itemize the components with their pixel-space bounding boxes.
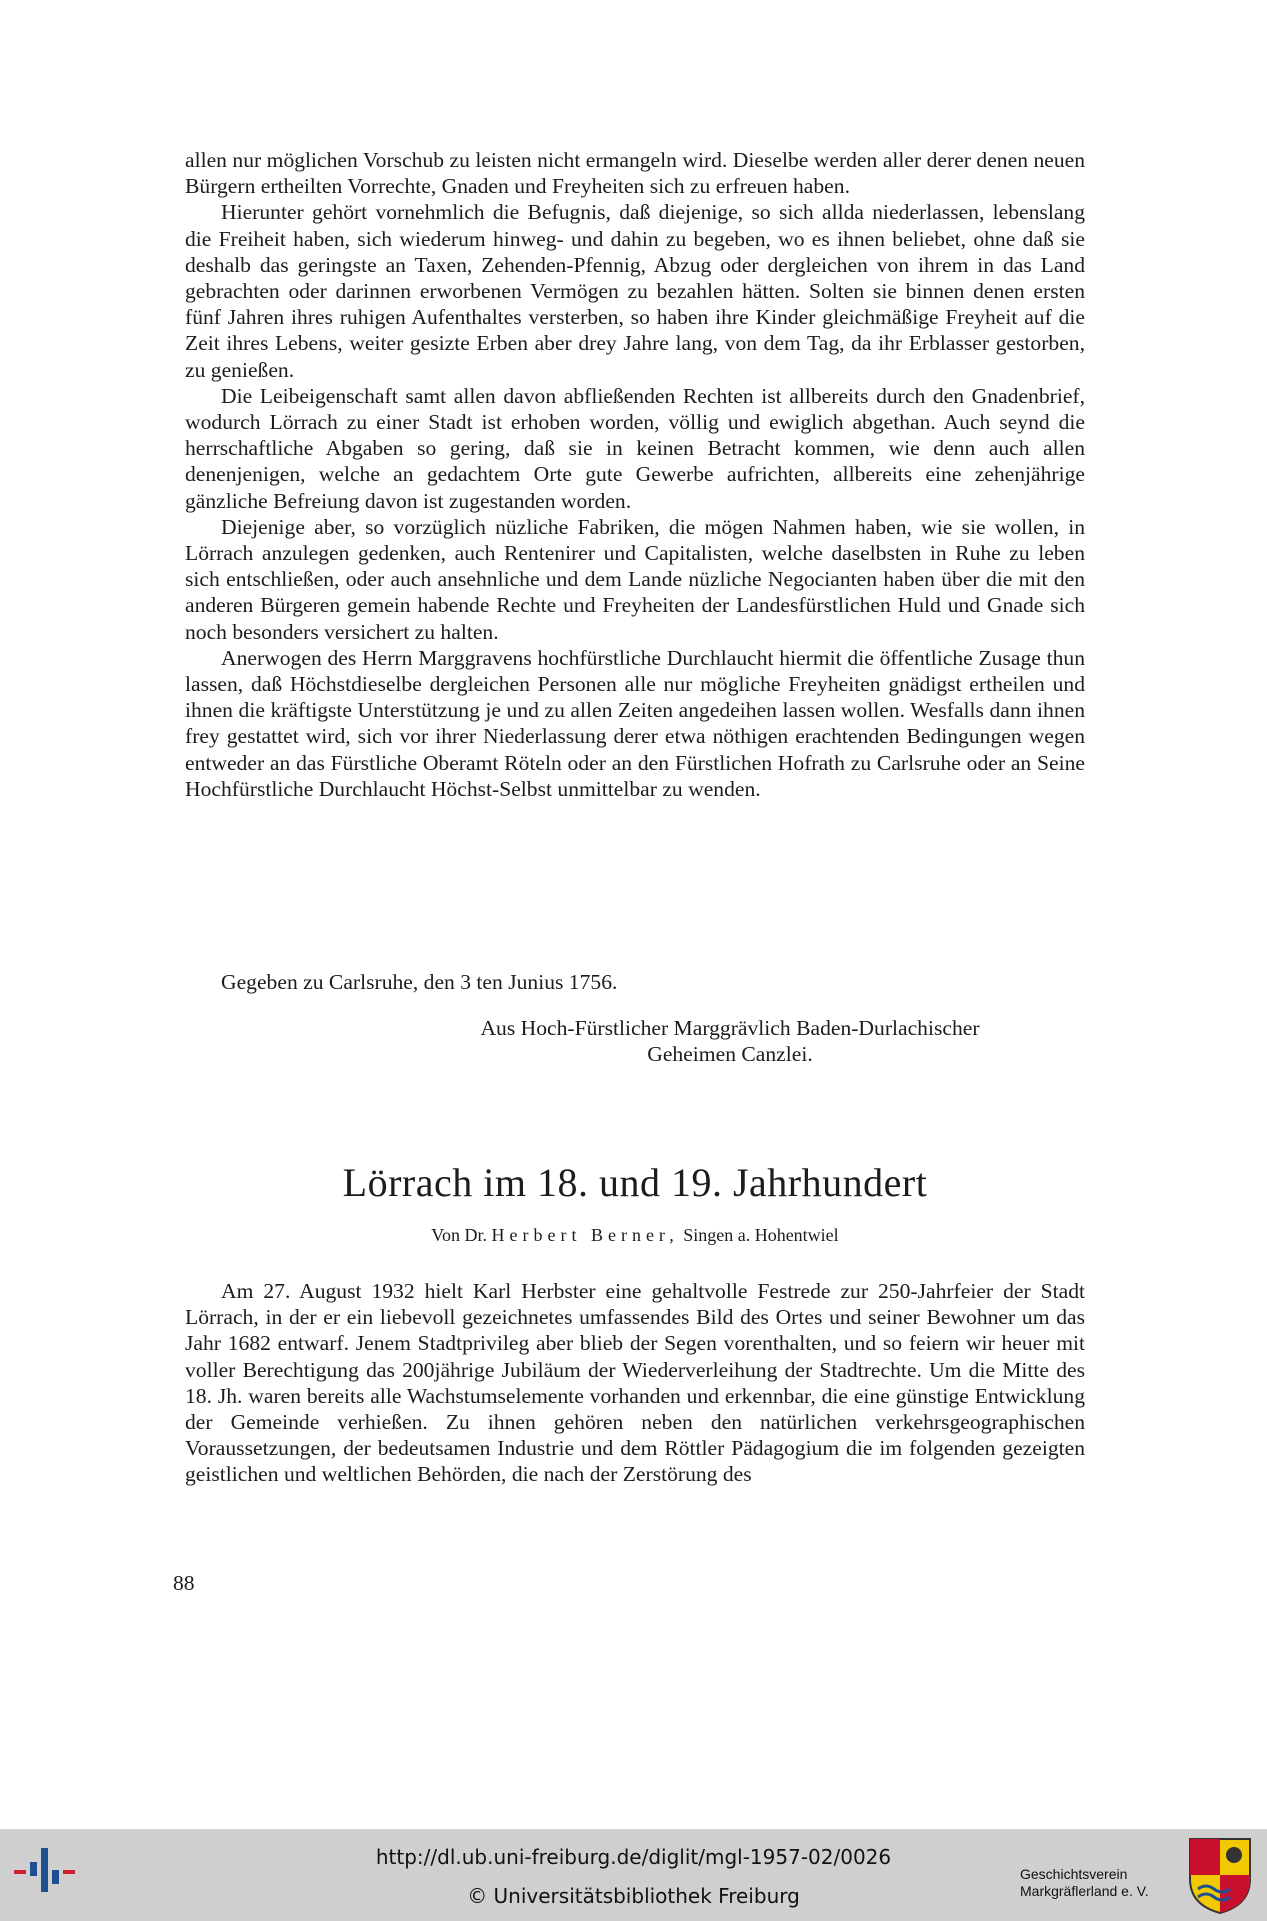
paragraph: Am 27. August 1932 hielt Karl Herbster eine gehaltvolle Festrede zur 250-Jahrfeier der Stadt Lörrach, in der er ein liebevoll gezeichnetes umfassendes Bild des Ortes und seiner Bewohner um das Jahr 1682 entwarf. Jenem Stadtprivileg aber blieb der Segen vorenthalten, und so feiern wir heuer mit voller Berechtigung das 200jährige Jubiläum der Wiederverleihung der Stadtrechte. Um die Mitte des 18. Jh. waren bereits alle Wachstumselemente vorhanden und erkennbar, die eine günstige Entwicklung der Gemeinde verhießen. Zu ihnen gehören neben den natürlichen verkehrsgeographischen Voraussetzungen, der bedeutsamen Industrie und dem Röttler Pädagogium die im folgenden gezeigten geistlichen und weltlichen Behörden, die nach der Zerstörung des: [185, 1279, 1085, 1487]
dateline: Gegeben zu Carlsruhe, den 3 ten Junius 1756.: [221, 970, 618, 994]
permalink-link[interactable]: http://dl.ub.uni-freiburg.de/diglit/mgl-1957-02/0026: [375, 1845, 892, 1869]
byline-place: Singen a. Hohentwiel: [683, 1225, 839, 1245]
paragraph: Diejenige aber, so vorzüglich nüzliche Fabriken, die mögen Nahmen haben, wie sie wollen, in Lörrach anzulegen gedenken, auch Rentenirer und Capitalisten, welche daselbsten in Ruhe zu leben sich entschließen, oder auch ansehnliche und dem Lande nüzliche Negocianten haben über die mit den anderen Bürgeren gemein habende Rechte und Freyheiten der Landesfürstlichen Huld und Gnade sich noch besonders versichert zu halten.: [185, 514, 1085, 644]
paragraph: Die Leibeigenschaft samt allen davon abfließenden Rechten ist allbereits durch den Gnadenbrief, wodurch Lörrach zu einer Stadt ist erhoben worden, völlig und ewiglich abgethan. Auch seynd die herrschaftliche Abgaben so gering, daß sie in keinen Betracht kommen, wie denn auch allen denenjenigen, welche an gedachtem Orte gute Gewerbe aufrichten, allbereits eine zehenjährige gänzliche Befreiung davon ist zugestanden worden.: [185, 383, 1085, 513]
article-title: Lörrach im 18. und 19. Jahrhundert: [342, 1160, 928, 1205]
society-name-line: Markgräflerland e. V.: [1020, 1883, 1149, 1899]
paragraph: Hierunter gehört vornehmlich die Befugnis, daß diejenige, so sich allda niederlassen, lebenslang die Freiheit haben, sich wiederum hinweg- und dahin zu begeben, wo es ihnen beliebet, ohne daß sie deshalb das geringste an Taxen, Zehenden-Pfennig, Abzug oder dergleichen von ihrem in das Land gebrachten oder darinnen erworbenen Vermögen zu bezahlen hätten. Solten sie binnen denen ersten fünf Jahren ihres ruhigen Aufenthaltes versterben, so haben ihre Kinder gleichmäßige Freyheit auf die Zeit ihres Lebens, weiter gesizte Erben aber drey Jahre lang, von dem Tag, da ihr Erblasser gestorben, zu genießen.: [185, 200, 1085, 382]
byline-prefix: Von Dr.: [431, 1225, 487, 1245]
society-name: [1020, 1866, 1180, 1900]
paragraph: Anerwogen des Herrn Marggravens hochfürstliche Durchlaucht hiermit die öffentliche Zusage thun lassen, daß Höchstdieselbe dergleichen Personen alle nur mögliche Freyheiten gnädigst ertheilen und ihnen die kräftigste Unterstützung je und zu allen Zeiten angedeihen lassen wollen. Wesfalls dann ihnen frey gestattet wird, sich vor ihrer Niederlassung derer etwa nöthigen erachtenden Bedingungen wegen entweder an das Fürstliche Oberamt Röteln oder an den Fürstlichen Hofrath zu Carlsruhe oder an Seine Hochfürstliche Durchlaucht Höchst-Selbst unmittelbar zu wenden.: [185, 645, 1085, 801]
coat-of-arms-icon: [1186, 1835, 1254, 1915]
signature-block: [380, 1015, 1080, 1067]
byline-author: Herbert Berner,: [491, 1225, 679, 1245]
signature-line: Aus Hoch-Fürstlicher Marggrävlich Baden-Durlachischer: [480, 1016, 980, 1040]
paragraph: allen nur möglichen Vorschub zu leisten nicht ermangeln wird. Dieselbe werden aller derer denen neuen Bürgern ertheilten Vorrechte, Gnaden und Freyheiten sich zu erfreuen haben.: [185, 148, 1085, 199]
signature-line: Geheimen Canzlei.: [647, 1042, 813, 1066]
article-text-block: [185, 1278, 1085, 1488]
article-byline: [185, 1223, 1085, 1247]
body-text-block: [185, 147, 1085, 802]
page-number: 88: [173, 1571, 195, 1595]
society-name-line: Geschichtsverein: [1020, 1866, 1128, 1882]
copyright-notice: © Universitätsbibliothek Freiburg: [467, 1884, 800, 1908]
